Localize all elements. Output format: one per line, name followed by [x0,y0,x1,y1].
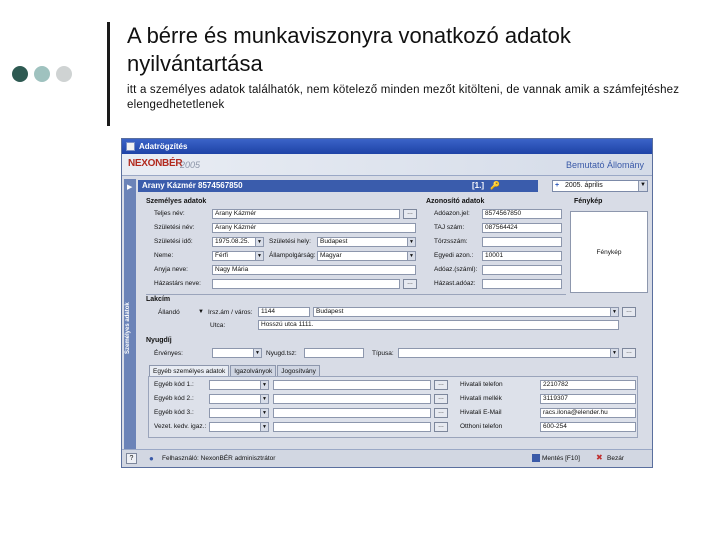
dot-light [56,66,72,82]
other-blood-lookup-button[interactable]: … [434,422,448,432]
other-code2-lookup-button[interactable]: … [434,394,448,404]
tab-driving-license[interactable]: Jogosítvány [277,365,320,377]
pension-valid-label: Érvényes: [154,350,183,357]
key-icon[interactable]: 🔑 [490,181,500,190]
app-window [121,138,653,468]
birthdate-value: 1975.08.25. [215,238,250,245]
birthplace-value: Budapest [320,238,348,245]
photo-box[interactable] [570,211,648,293]
chevron-down-icon[interactable]: ▼ [638,181,647,191]
dot-mid [34,66,50,82]
zip-city-label: Irsz.ám / város: [208,309,253,316]
tax-id-field[interactable]: 8574567850 [482,209,562,219]
taj-label: TAJ szám: [434,224,465,231]
citizenship-select[interactable] [317,251,416,261]
period-select[interactable] [552,180,648,192]
photo-placeholder: Fénykép [596,248,622,256]
birthname-field[interactable]: Arany Kázmér [212,223,416,233]
chevron-down-icon[interactable]: ▼ [407,252,415,260]
mother-label: Anyja neve: [154,266,188,273]
address-type-dropdown-icon[interactable]: ▼ [198,309,204,315]
pension-id-label: Nyugd.tsz: [266,350,297,357]
home-phone-field[interactable]: 600-254 [540,422,636,432]
tax-id-label: Adóazon.jel: [434,210,470,217]
app-banner [122,154,652,176]
birthdate-label: Születési idő: [154,238,193,245]
pension-section-title: Nyugdíj [146,337,172,344]
other-code3-field[interactable] [273,408,431,418]
current-user: Felhasználó: NexonBÉR adminisztrátor [162,455,276,462]
sex-label: Neme: [154,252,174,259]
mother-field[interactable]: Nagy Mária [212,265,416,275]
other-code1-lookup-button[interactable]: … [434,380,448,390]
office-email-label: Hivatali E-Mail [460,409,502,416]
chevron-down-icon[interactable]: ▼ [255,252,263,260]
city-field[interactable] [313,307,619,317]
fullname-field[interactable]: Arany Kázmér [212,209,400,219]
chevron-down-icon[interactable]: ▼ [260,395,268,403]
other-blood-field[interactable] [273,422,431,432]
app-logo-year: 2005 [180,160,201,170]
birthname-label: Születési név: [154,224,195,231]
slide-title: A bérre és munkaviszonyra vonatkozó adatok nyilvántartása [127,23,571,76]
close-button[interactable]: Bezár [607,455,624,462]
tab-documents[interactable]: Igazolványok [230,365,276,377]
spouse-lookup-button[interactable]: … [403,279,417,289]
help-button[interactable]: ? [126,453,137,464]
reg-number-label: Törzsszám: [434,238,468,245]
chevron-down-icon[interactable]: ▼ [610,349,618,357]
pension-type-select[interactable] [398,348,619,358]
other-code2-field[interactable] [273,394,431,404]
birthplace-field[interactable] [317,237,416,247]
add-icon[interactable]: + [555,182,560,189]
address-type: Állandó [158,309,180,316]
unique-id-label: Egyedi azon.: [434,252,474,259]
fullname-label: Teljes név: [154,210,185,217]
other-code2-label: Egyéb kód 2.: [154,395,194,402]
sex-value: Férfi [215,252,228,259]
office-ext-label: Hivatali mellék [460,395,502,402]
address-lookup-button[interactable]: … [622,307,636,317]
pension-type-label: Típusa: [372,350,394,357]
address-section-title: Lakcím [146,296,171,303]
divider [146,294,566,295]
chevron-down-icon[interactable]: ▼ [255,238,263,246]
window-icon [126,142,135,151]
record-counter: [1.] [472,181,484,190]
spouse-tax-label: Házast.adóaz: [434,280,476,287]
spouse-tax-field[interactable] [482,279,562,289]
chevron-down-icon[interactable]: ▼ [260,381,268,389]
chevron-down-icon[interactable]: ▼ [407,238,415,246]
citizenship-label: Állampolgárság: [269,252,316,259]
zip-field[interactable]: 1144 [258,307,310,317]
chevron-down-icon[interactable]: ▼ [260,409,268,417]
office-email-field[interactable]: racs.ilona@elender.hu [540,408,636,418]
birthdate-field[interactable] [212,237,264,247]
personal-section-title: Személyes adatok [146,198,207,205]
taj-field[interactable]: 087564424 [482,223,562,233]
citizenship-value: Magyar [320,252,342,259]
other-code2-select[interactable] [209,394,269,404]
pension-id-field[interactable] [304,348,364,358]
save-button[interactable]: Mentés [F10] [542,455,580,462]
title-divider [107,22,110,126]
office-phone-label: Hivatali telefon [460,381,503,388]
close-icon[interactable]: ✖ [596,453,603,462]
employee-name: Arany Kázmér 8574567850 [142,181,243,190]
pension-valid-field[interactable] [212,348,262,358]
office-phone-field[interactable]: 2210782 [540,380,636,390]
street-label: Utca: [210,322,226,329]
other-code1-field[interactable] [273,380,431,390]
photo-section-title: Fénykép [574,198,603,205]
app-logo: NEXONBÉR [128,158,183,169]
taxbill-field[interactable] [482,265,562,275]
window-title: Adatrögzítés [139,142,188,151]
tab-other-personal[interactable]: Egyéb személyes adatok [149,365,229,377]
pension-lookup-button[interactable]: … [622,348,636,358]
side-navigation-strip[interactable] [124,179,136,449]
other-code1-select[interactable] [209,380,269,390]
other-code3-label: Egyéb kód 3.: [154,409,194,416]
other-blood-select[interactable] [209,422,269,432]
dot-dark [12,66,28,82]
sex-select[interactable] [212,251,264,261]
reg-number-field[interactable] [482,237,562,247]
side-label: Személyes adatok [125,302,131,354]
birthplace-label: Születési hely: [269,238,311,245]
unique-id-field[interactable]: 10001 [482,251,562,261]
tab-panel [148,376,638,438]
home-phone-label: Otthoni telefon [460,423,503,430]
chevron-down-icon[interactable]: ▼ [253,349,261,357]
window-titlebar [122,139,652,154]
expand-arrow-icon[interactable]: ▶ [127,184,133,191]
slide-subtitle: itt a személyes adatok találhatók, nem kötelező minden mezőt kitölteni, de vannak amik a számfejtéshez elengedhetetlenek [127,84,680,111]
employee-bar [138,180,538,192]
other-code3-lookup-button[interactable]: … [434,408,448,418]
street-field[interactable]: Hosszú utca 1111. [258,320,619,330]
user-icon: ● [149,454,154,463]
other-blood-label: Vezet. kedv. igaz.: [154,423,207,430]
ids-section-title: Azonosító adatok [426,198,485,205]
period-value: 2005. április [565,182,603,189]
chevron-down-icon[interactable]: ▼ [610,308,618,316]
status-bar [122,449,652,467]
fullname-lookup-button[interactable]: … [403,209,417,219]
save-icon[interactable] [532,454,540,462]
decorative-dots [12,66,72,82]
dataset-name: Bemutató Állomány [565,160,644,170]
taxbill-label: Adóaz.(száml): [434,266,478,273]
other-code1-label: Egyéb kód 1.: [154,381,194,388]
city-value: Budapest [316,308,344,315]
chevron-down-icon[interactable]: ▼ [260,423,268,431]
other-code3-select[interactable] [209,408,269,418]
spouse-label: Házastárs neve: [154,280,201,287]
spouse-field[interactable] [212,279,400,289]
office-ext-field[interactable]: 3119307 [540,394,636,404]
